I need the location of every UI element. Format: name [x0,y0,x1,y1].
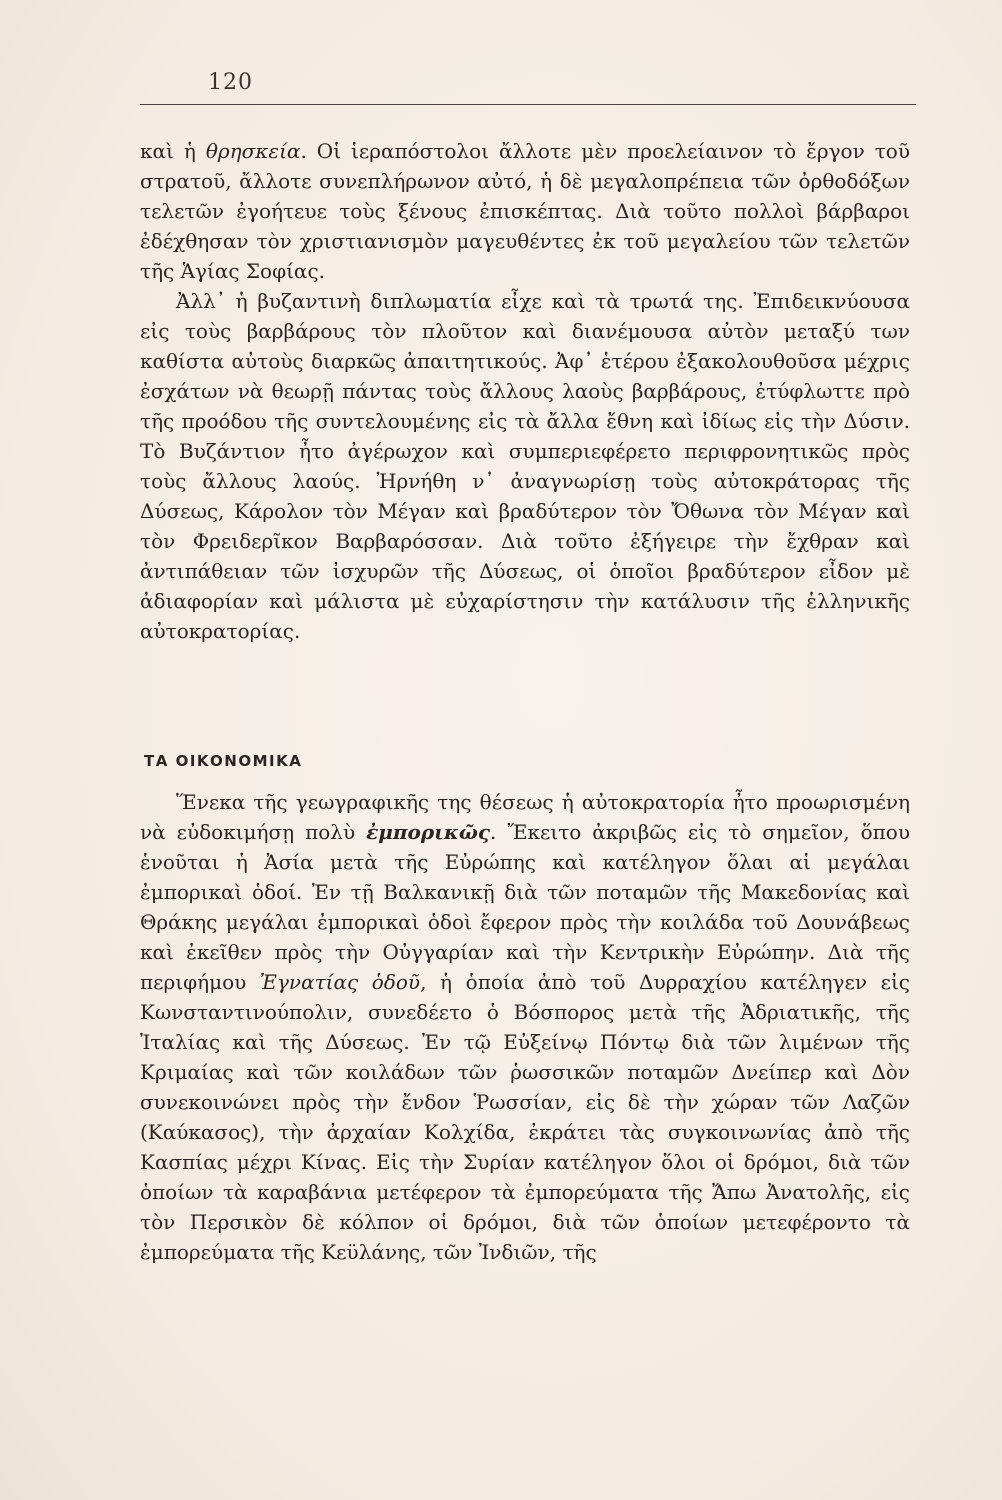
header-rule [140,104,916,105]
emphasis-commercially: ἐμπορικῶς [366,820,491,844]
italic-via-egnatia: Ἐγνατίας ὁδοῦ [259,970,421,994]
text-run-2: . Ἔκειτο ἀκριβῶς εἰς τὸ σημεῖον, ὅπου ἑνοῦται ἡ Ἀσία μετὰ τῆς Εὐρώπης καὶ κατέληγον ὅλαι αἱ μεγάλαι ἐμπορικαὶ ὁδοί. Ἐν τῇ Βαλκανικῇ διὰ τῶν ποταμῶν τῆς Μακεδονίας καὶ Θράκης μεγάλαι ἐμπορικαὶ ὁδοὶ ἔφερον πρὸς τὴν κοιλάδα τοῦ Δουνάβεως καὶ ἐκεῖθεν πρὸς τὴν Οὐγγαρίαν καὶ τὴν Κεντρικὴν Εὐρώπην. Διὰ τῆς περιφήμου [140,820,910,994]
paragraph-economics [140,787,910,1267]
paragraph-religion [140,136,910,286]
text-run-1: Ἕνεκα τῆς γεωγραφικῆς της θέσεως ἡ αὐτοκρατορία ἦτο προωρισμένη νὰ εὐδοκιμήσῃ πολὺ [140,790,910,844]
body-text-economics [140,787,910,1267]
italic-term-religion: θρησκεία [205,139,301,163]
text-run-3: , ἡ ὁποία ἀπὸ τοῦ Δυρραχίου κατέληγεν εἰς Κωνσταντινούπολιν, συνεδέετο ὁ Βόσπορος μετὰ τῆς Ἀδριατικῆς, τῆς Ἰταλίας καὶ τῆς Δύσεως. Ἐν τῷ Εὐξείνῳ Πόντῳ διὰ τῶν λιμένων τῆς Κριμαίας καὶ τῶν κοιλάδων τῶν ῥωσσικῶν ποταμῶν Δνείπερ καὶ Δὸν συνεκοινώνει πρὸς τὴν ἔνδον Ῥωσσίαν, εἰς δὲ τὴν χώραν τῶν Λαζῶν (Καύκασος), τὴν ἀρχαίαν Κολχίδα, ἐκράτει τὰς συγκοινωνίας ἀπὸ τῆς Κασπίας μέχρι Κίνας. Εἰς τὴν Συρίαν κατέληγον ὅλοι οἱ δρόμοι, διὰ τῶν ὁποίων τὰ καραβάνια μετέφερον τὰ ἐμπορεύματα τῆς Ἄπω Ἀνατολῆς, εἰς τὸν Περσικὸν δὲ κόλπον οἱ δρόμοι, διὰ τῶν ὁποίων μετεφέροντο τὰ ἐμπορεύματα τῆς Κεϋλάνης, τῶν Ἰνδιῶν, τῆς [140,970,910,1264]
section-heading: ΤΑ ΟΙΚΟΝΟΜΙΚΑ [144,752,303,770]
paragraph-continuation: . Οἱ ἱεραπόστολοι ἄλλοτε μὲν προελείαινον τὸ ἔργον τοῦ στρατοῦ, ἄλλοτε συνεπλήρωνον αὐτό, ἡ δὲ μεγαλοπρέπεια τῶν ὀρθοδόξων τελετῶν ἐγοήτευε τοὺς ξένους ἐπισκέπτας. Διὰ τοῦτο πολλοὶ βάρβαροι ἐδέχθησαν τὸν χριστιανισμὸν μαγευθέντες ἐκ τοῦ μεγαλείου τῶν τελετῶν τῆς Ἁγίας Σοφίας. [140,139,911,283]
page-number: 120 [208,70,253,95]
paragraph-lead: καὶ ἡ [140,139,206,163]
body-text-upper [140,136,910,646]
paragraph-diplomacy: Ἀλλ᾽ ἡ βυζαντινὴ διπλωματία εἶχε καὶ τὰ τρωτά της. Ἐπιδεικνύουσα εἰς τοὺς βαρβάρους τὸν πλοῦτον καὶ διανέμουσα αὐτὸν μεταξύ των καθίστα αὐτοὺς διαρκῶς ἀπαιτητικούς. Ἀφ᾽ ἑτέρου ἐξακολουθοῦσα μέχρις ἐσχάτων νὰ θεωρῇ πάντας τοὺς ἄλλους λαοὺς βαρβάρους, ἐτύφλωττε πρὸ τῆς προόδου τῆς συντελουμένης εἰς τὰ ἄλλα ἔθνη καὶ ἰδίως εἰς τὴν Δύσιν. Τὸ Βυζάντιον ἦτο ἀγέρωχον καὶ συμπεριεφέρετο περιφρονητικῶς πρὸς τοὺς ἄλλους λαούς. Ἠρνήθη ν᾽ ἀναγνωρίσῃ τοὺς αὐτοκράτορας τῆς Δύσεως, Κάρολον τὸν Μέγαν καὶ βραδύτερον τὸν Ὄθωνα τὸν Μέγαν καὶ τὸν Φρειδερῖκον Βαρβαρόσσαν. Διὰ τοῦτο ἐξήγειρε τὴν ἔχθραν καὶ ἀντιπάθειαν τῶν ἰσχυρῶν τῆς Δύσεως, οἱ ὁποῖοι βραδύτερον εἶδον μὲ ἀδιαφορίαν καὶ μάλιστα μὲ εὐχαρίστησιν τὴν κατάλυσιν τῆς ἑλληνικῆς αὐτοκρατορίας. [140,289,910,643]
